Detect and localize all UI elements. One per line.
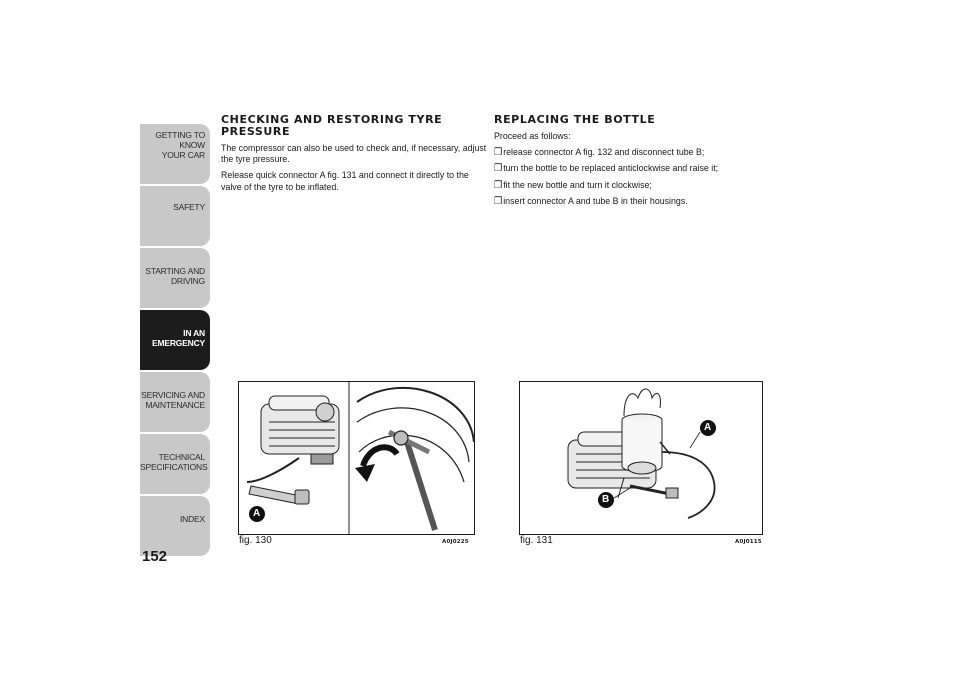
right-column <box>494 114 762 212</box>
list-item-text: insert connector A and tube B in their housings. <box>503 195 688 207</box>
tab-in-an-emergency[interactable] <box>140 310 210 370</box>
tab-label-line: DRIVING <box>170 276 205 286</box>
checkbox-bullet-icon: ❒ <box>494 195 503 207</box>
list-item <box>494 163 761 174</box>
tab-label-line: TECHNICAL <box>158 452 205 462</box>
list-item <box>494 180 761 191</box>
callout-a-label: A <box>704 422 712 433</box>
list-item-text: fit the new bottle and turn it clockwise; <box>503 179 652 191</box>
left-column <box>221 114 489 198</box>
figure-131-code: A0J0115 <box>735 539 762 545</box>
compressor-connector-illustration <box>239 382 474 534</box>
tab-label-line: INDEX <box>180 514 205 524</box>
figure-130-compressor-valve <box>238 381 475 535</box>
tab-index[interactable] <box>140 496 210 556</box>
figure-130-code: A0J0225 <box>442 539 469 545</box>
tab-label-line: GETTING TO KNOW <box>155 130 205 150</box>
page-number: 152 <box>142 548 168 565</box>
section-heading-tyre-pressure: CHECKING AND RESTORING TYRE PRESSURE <box>221 113 443 138</box>
paragraph: The compressor can also be used to check and, if necessary, adjust the tyre pressure. <box>221 143 487 166</box>
tab-getting-to-know-your-car[interactable] <box>140 124 210 184</box>
tab-label-line: SERVICING AND <box>141 390 205 400</box>
callout-b-label: B <box>602 494 610 505</box>
list-item <box>494 196 761 207</box>
tab-label-line: EMERGENCY <box>152 338 205 348</box>
checkbox-bullet-icon: ❒ <box>494 147 503 159</box>
tab-label-line: IN AN <box>183 328 205 338</box>
tab-servicing-and-maintenance[interactable] <box>140 372 210 432</box>
tab-label-line: STARTING AND <box>145 266 205 276</box>
callout-a-label: A <box>253 508 261 519</box>
section-heading-replacing-bottle: REPLACING THE BOTTLE <box>494 113 656 126</box>
tab-label-line: MAINTENANCE <box>145 400 205 410</box>
figure-131-caption: fig. 131 <box>520 535 553 546</box>
tab-label-line: YOUR CAR <box>161 150 205 160</box>
tab-label-line: SPECIFICATIONS <box>140 462 208 472</box>
tab-starting-and-driving[interactable] <box>140 248 210 308</box>
bottle-replacement-illustration <box>520 382 762 534</box>
list-item <box>494 147 761 158</box>
tab-safety[interactable] <box>140 186 210 246</box>
list-item-text: turn the bottle to be replaced anticlockwise and raise it; <box>503 163 719 175</box>
figure-130-caption: fig. 130 <box>239 535 272 546</box>
tab-technical-specifications[interactable] <box>140 434 210 494</box>
checkbox-bullet-icon: ❒ <box>494 179 503 191</box>
figure-131-bottle-replacement <box>519 381 763 535</box>
tab-label-line: SAFETY <box>173 202 205 212</box>
checkbox-bullet-icon: ❒ <box>494 163 503 175</box>
paragraph-intro: Proceed as follows: <box>494 131 571 142</box>
paragraph: Release quick connector A fig. 131 and connect it directly to the valve of the tyre to be inflated. <box>221 170 469 193</box>
list-item-text: release connector A fig. 132 and disconnect tube B; <box>503 147 705 159</box>
